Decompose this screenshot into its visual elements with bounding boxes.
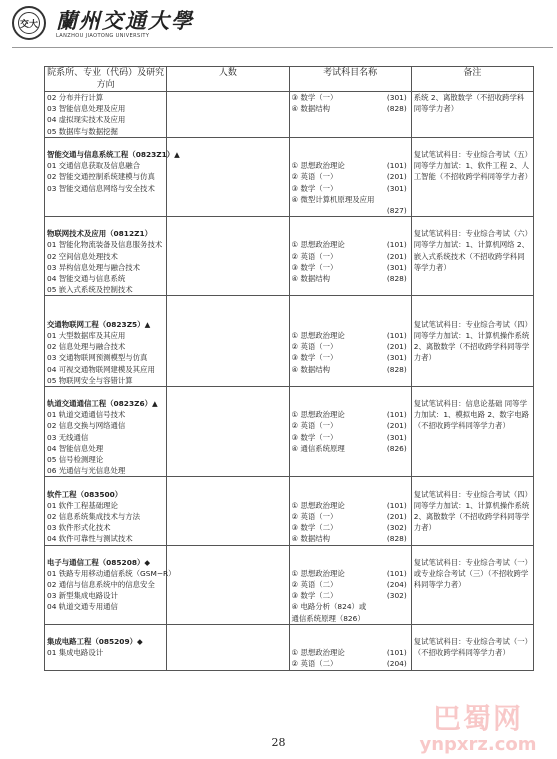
research-direction: 03 软件形式化技术 xyxy=(47,523,111,533)
spacer xyxy=(292,296,409,307)
exam-subject-code: (201) xyxy=(386,172,407,182)
subjects-cell xyxy=(289,217,411,296)
exam-subject-extra: (827) xyxy=(386,205,407,215)
research-direction: 02 信息处理与融合技术 xyxy=(47,342,126,352)
spacer xyxy=(292,398,409,409)
spacer xyxy=(292,546,409,557)
exam-subject-code: (302) xyxy=(386,523,407,533)
exam-subject xyxy=(292,647,409,658)
exam-subject-code: (828) xyxy=(386,534,407,544)
exam-subject-code: (828) xyxy=(386,364,407,374)
spacer xyxy=(47,477,164,488)
university-name-en: LANZHOU JIAOTONG UNIVERSITY xyxy=(56,33,150,39)
exam-subject-name: ③ 数学（一） xyxy=(291,353,338,363)
exam-subject xyxy=(292,579,409,590)
research-direction: 01 智能化物流装备及信息服务技术 xyxy=(47,240,163,250)
exam-subject xyxy=(292,432,409,443)
subjects-cell xyxy=(289,545,411,624)
header-count: 人数 xyxy=(167,67,289,92)
exam-subject xyxy=(292,590,409,601)
exam-subject xyxy=(292,171,409,182)
seal-text: 交大 xyxy=(19,19,38,30)
program-row xyxy=(45,137,534,216)
exam-subject-name: ④ 微型计算机原理及应用 xyxy=(291,194,375,204)
spacer xyxy=(292,557,409,568)
exam-subject-name: ④ 电路分析（824）或 xyxy=(291,602,367,612)
exam-subject-name: ① 思想政治理论 xyxy=(291,648,345,658)
spacer xyxy=(292,228,409,239)
spacer xyxy=(292,625,409,636)
exam-subject xyxy=(292,92,409,103)
notes-cell xyxy=(411,92,533,138)
exam-subject-code: (201) xyxy=(386,342,407,352)
exam-subject-name: ④ 数据结构 xyxy=(291,274,331,283)
exam-subject xyxy=(292,601,409,612)
count-cell xyxy=(167,296,289,387)
research-direction: 05 数据库与数据挖掘 xyxy=(47,126,118,136)
spacer xyxy=(414,217,531,228)
exam-subject-name: ① 思想政治理论 xyxy=(291,410,345,420)
exam-subject-name: ② 英语（一） xyxy=(291,421,338,431)
exam-subject-code: (828) xyxy=(386,104,407,114)
count-cell xyxy=(167,477,289,545)
exam-subject-name: ② 英语（一） xyxy=(291,251,338,261)
spacer xyxy=(47,625,164,636)
count-cell xyxy=(167,545,289,624)
remark-text: 复试笔试科目：专业综合考试（一）（不招收跨学科同等学力者） xyxy=(413,637,529,658)
exam-subject xyxy=(292,533,409,544)
program-row xyxy=(45,477,534,545)
spacer xyxy=(47,387,164,398)
research-direction: 05 信号检测理论 xyxy=(47,455,104,464)
notes-cell xyxy=(411,545,533,624)
exam-subject xyxy=(292,511,409,522)
exam-subject xyxy=(292,409,409,420)
exam-subject-extra: 通信系统原理（826） xyxy=(291,613,365,623)
remark-text: 复试笔试科目：专业综合考试（六）同等学力加试：1、计算机网络 2、嵌入式系统技术（不招收跨学科同等学力者） xyxy=(413,229,529,272)
research-direction: 04 可视交通物联网建模及其应用 xyxy=(47,364,155,374)
exam-subject-name: ③ 数学（一） xyxy=(291,432,338,442)
exam-subject-code: (201) xyxy=(386,421,407,431)
count-cell xyxy=(167,137,289,216)
program-title: 物联网技术及应用（0812Z1） xyxy=(47,229,152,239)
exam-subject-code: (101) xyxy=(386,500,407,510)
remark-text: 复试笔试科目：专业综合考试（一）或专业综合考试（三）（不招收跨学科同等学力者） xyxy=(413,557,529,590)
research-direction: 01 铁路专用移动通信系统（GSM−R） xyxy=(47,568,176,578)
spacer xyxy=(292,308,409,319)
remark-text: 复试笔试科目：专业综合考试（四）同等学力加试：1、计算机操作系统 2、离散数学（不招收跨学科同等学力者） xyxy=(413,489,530,533)
exam-subject xyxy=(292,500,409,511)
exam-subject xyxy=(292,341,409,352)
research-direction: 01 大型数据库及其应用 xyxy=(47,330,126,340)
exam-subject-name: ① 思想政治理论 xyxy=(291,330,345,340)
spacer xyxy=(292,217,409,228)
research-direction: 05 物联网安全与容错计算 xyxy=(47,375,133,385)
exam-subject xyxy=(292,352,409,363)
exam-subject-code: (301) xyxy=(386,93,407,102)
notes-cell xyxy=(411,217,533,296)
research-direction: 06 光通信与光信息处理 xyxy=(47,466,126,476)
exam-subject-code: (826) xyxy=(386,443,407,453)
program-cell xyxy=(45,477,167,545)
exam-subject xyxy=(292,420,409,431)
exam-subject-name: ④ 数据结构 xyxy=(291,104,331,114)
program-cell xyxy=(45,545,176,624)
exam-subject xyxy=(292,262,409,273)
header-subjects: 考试科目名称 xyxy=(289,67,411,92)
exam-subject-code: (828) xyxy=(386,274,407,283)
header-program: 院系所、专业（代码）及研究方向 xyxy=(45,67,167,92)
exam-subject-name: ② 英语（一） xyxy=(291,172,338,182)
program-table xyxy=(44,66,534,671)
exam-subject xyxy=(292,330,409,341)
research-direction: 03 无线通信 xyxy=(47,432,89,442)
header-notes: 备注 xyxy=(411,67,533,92)
remark-text: 系统 2、离散数学（不招收跨学科同等学力者） xyxy=(413,93,525,114)
research-direction: 01 软件工程基础理论 xyxy=(47,500,118,510)
program-cell xyxy=(45,137,180,216)
spacer xyxy=(414,477,531,488)
exam-subject xyxy=(292,103,409,114)
program-cell xyxy=(45,386,167,477)
spacer xyxy=(292,319,409,330)
spacer xyxy=(414,308,531,319)
exam-subject xyxy=(292,239,409,250)
program-title: 集成电路工程（085209）◆ xyxy=(47,637,143,646)
university-seal-logo xyxy=(12,6,46,40)
exam-subject-name: ① 思想政治理论 xyxy=(291,161,345,171)
research-direction: 05 嵌入式系统及控制技术 xyxy=(47,285,133,295)
program-row xyxy=(45,545,534,624)
research-direction: 01 集成电路设计 xyxy=(47,648,104,658)
exam-subject-code: (204) xyxy=(386,580,407,590)
program-cell xyxy=(45,217,167,296)
seal-inner xyxy=(18,12,40,34)
subjects-cell xyxy=(289,137,411,216)
research-direction: 02 信息系统集成技术与方法 xyxy=(47,511,141,521)
exam-subject-name: ③ 数学（一） xyxy=(291,93,338,102)
exam-subject-code: (101) xyxy=(386,648,407,658)
spacer xyxy=(47,138,164,149)
program-row xyxy=(45,217,534,296)
exam-subject-name: ① 思想政治理论 xyxy=(291,568,345,578)
spacer xyxy=(47,217,164,228)
notes-cell xyxy=(411,137,533,216)
exam-subject-name: ③ 数学（一） xyxy=(291,183,338,193)
exam-subject-code: (301) xyxy=(386,353,407,363)
spacer xyxy=(292,387,409,398)
spacer xyxy=(47,296,164,307)
subjects-cell xyxy=(289,386,411,477)
count-cell xyxy=(167,217,289,296)
research-direction: 04 智能交通与信息系统 xyxy=(47,274,126,283)
exam-subject xyxy=(292,364,409,375)
exam-subject-name: ③ 数学（二） xyxy=(291,591,338,601)
research-direction: 04 软件可靠性与测试技术 xyxy=(47,534,133,544)
watermark-line2: ynpxrz.com xyxy=(419,734,537,755)
research-direction: 04 虚拟现实技术及应用 xyxy=(47,115,126,125)
exam-subject xyxy=(292,194,409,205)
exam-subject xyxy=(292,273,409,284)
exam-subject-code: (101) xyxy=(386,410,407,420)
research-direction: 02 信息交换与网络通信 xyxy=(47,421,126,431)
spacer xyxy=(47,546,164,557)
remark-text: 复试笔试科目：专业综合考试（四）同等学力加试：1、计算机操作系统 2、离散数学（不招收跨学科同等学力者） xyxy=(413,319,530,363)
research-direction: 03 智能交通信息网络与安全技术 xyxy=(47,183,155,193)
exam-subject-code: (302) xyxy=(386,591,407,601)
notes-cell xyxy=(411,296,533,387)
watermark-line1: 巴蜀网 xyxy=(432,702,523,735)
research-direction: 02 分布并行计算 xyxy=(47,93,104,102)
program-cell xyxy=(45,624,167,670)
research-direction: 04 轨道交通专用通信 xyxy=(47,602,118,612)
program-cell xyxy=(45,296,167,387)
exam-subject-code: (204) xyxy=(386,659,407,669)
exam-subject-code: (301) xyxy=(386,183,407,193)
research-direction: 03 异构信息处理与融合技术 xyxy=(47,262,141,272)
subjects-cell xyxy=(289,477,411,545)
program-title: 智能交通与信息系统工程（0823Z1）▲ xyxy=(47,149,180,159)
university-name-cn: 蘭州交通大學 xyxy=(56,8,194,33)
exam-subject xyxy=(292,568,409,579)
exam-subject-name: ① 思想政治理论 xyxy=(291,240,345,250)
research-direction: 02 通信与信息系统中的信息安全 xyxy=(47,580,155,590)
program-title: 电子与通信工程（085208）◆ xyxy=(47,557,151,567)
count-cell xyxy=(167,92,289,138)
exam-subject-name: ① 思想政治理论 xyxy=(291,500,345,510)
research-direction: 01 交通信息获取及信息融合 xyxy=(47,161,141,171)
spacer xyxy=(414,138,531,149)
spacer xyxy=(292,477,409,488)
exam-subject-name: ② 英语（一） xyxy=(291,342,338,352)
research-direction: 03 新型集成电路设计 xyxy=(47,591,118,601)
subjects-cell xyxy=(289,296,411,387)
table-header-row xyxy=(45,67,534,92)
program-row xyxy=(45,386,534,477)
notes-cell xyxy=(411,386,533,477)
page-number: 28 xyxy=(271,736,286,749)
exam-subject-code xyxy=(407,194,409,205)
remark-text: 复试笔试科目：信息论基础 同等学力加试：1、模拟电路 2、数字电路（不招收跨学科同等学力者） xyxy=(413,399,529,431)
research-direction: 02 智能交通控制系统建模与仿真 xyxy=(47,172,155,182)
exam-subject-name: ④ 数据结构 xyxy=(291,534,331,544)
exam-subject xyxy=(292,183,409,194)
program-title: 软件工程（083500） xyxy=(47,489,123,499)
exam-subject-name: ④ 数据结构 xyxy=(291,364,331,374)
exam-subject-code: (201) xyxy=(386,251,407,261)
exam-subject-code: (201) xyxy=(386,511,407,521)
exam-subject-code xyxy=(407,601,409,612)
research-direction: 02 空间信息处理技术 xyxy=(47,251,118,261)
exam-subject-code: (101) xyxy=(386,330,407,340)
program-row xyxy=(45,624,534,670)
exam-subject-name: ② 英语（二） xyxy=(291,659,338,669)
exam-subject-code: (101) xyxy=(386,161,407,171)
spacer xyxy=(47,308,164,319)
exam-subject-code: (301) xyxy=(386,432,407,442)
exam-subject-code: (101) xyxy=(386,240,407,250)
exam-subject xyxy=(292,443,409,454)
exam-subject xyxy=(292,251,409,262)
exam-subject-code: (301) xyxy=(386,262,407,272)
spacer xyxy=(292,489,409,500)
program-cell xyxy=(45,92,167,138)
exam-subject-code: (101) xyxy=(386,568,407,578)
spacer xyxy=(414,625,531,636)
remark-text: 复试笔试科目：专业综合考试（五）同等学力加试：1、软件工程 2、人工智能（不招收跨学科同等学力者） xyxy=(413,149,533,182)
program-row xyxy=(45,92,534,138)
research-direction: 01 轨道交通通信号技术 xyxy=(47,410,126,420)
exam-subject xyxy=(292,522,409,533)
spacer xyxy=(414,387,531,398)
subjects-cell xyxy=(289,624,411,670)
spacer xyxy=(292,636,409,647)
spacer xyxy=(292,138,409,149)
research-direction: 03 交通物联网预测模型与仿真 xyxy=(47,353,148,363)
page-header xyxy=(12,4,552,44)
program-title: 轨道交通通信工程（0823Z6）▲ xyxy=(47,399,158,409)
count-cell xyxy=(167,624,289,670)
exam-subject-name: ② 英语（二） xyxy=(291,580,338,590)
notes-cell xyxy=(411,477,533,545)
spacer xyxy=(414,546,531,557)
count-cell xyxy=(167,386,289,477)
table-body xyxy=(45,92,534,671)
research-direction: 03 智能信息处理及应用 xyxy=(47,104,126,114)
spacer xyxy=(292,149,409,160)
exam-subject-name: ④ 通信系统原理 xyxy=(291,443,345,453)
notes-cell xyxy=(411,624,533,670)
exam-subject-name: ③ 数学（二） xyxy=(291,523,338,533)
watermark-logo xyxy=(403,703,553,755)
header-divider xyxy=(12,47,553,48)
subjects-cell xyxy=(289,92,411,138)
spacer xyxy=(414,296,531,307)
exam-subject-name: ② 英语（一） xyxy=(291,511,338,521)
exam-subject xyxy=(292,160,409,171)
research-direction: 04 智能信息处理 xyxy=(47,443,104,453)
exam-subject xyxy=(292,658,409,669)
exam-subject-name: ③ 数学（一） xyxy=(291,262,338,272)
program-row xyxy=(45,296,534,387)
program-title: 交通物联网工程（0823Z5）▲ xyxy=(47,319,151,329)
